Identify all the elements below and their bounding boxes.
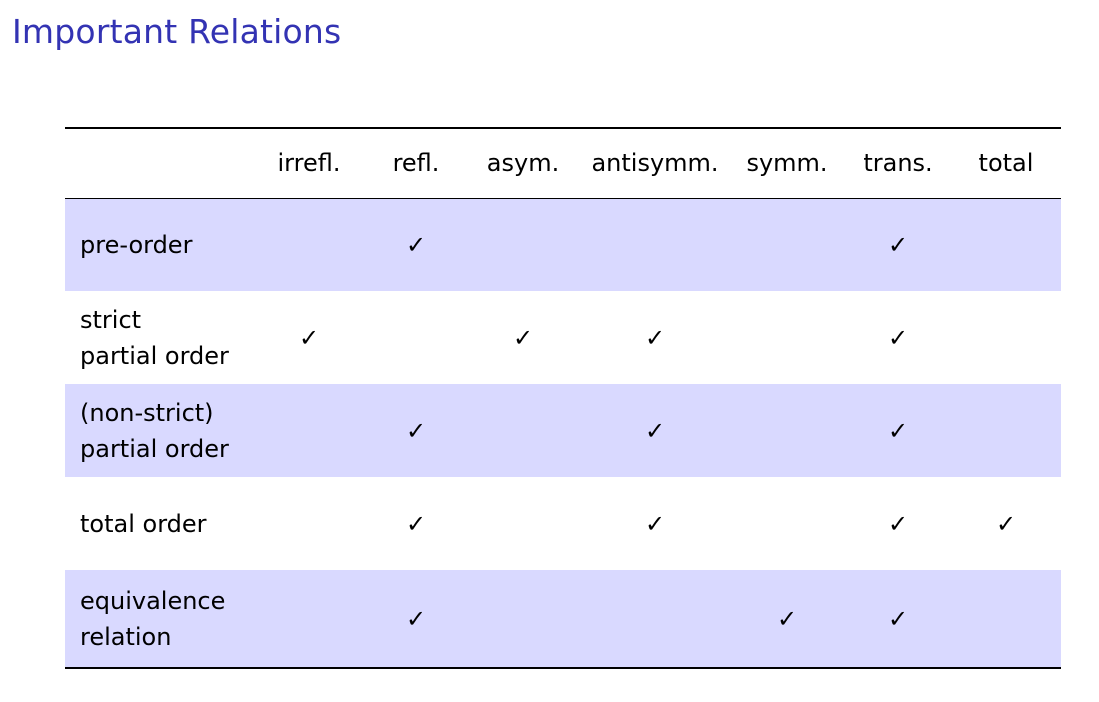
table-cell bbox=[251, 198, 367, 291]
checkmark-icon: ✓ bbox=[887, 509, 909, 538]
checkmark-icon: ✓ bbox=[887, 230, 909, 259]
table-cell bbox=[465, 291, 581, 384]
table-cell bbox=[367, 291, 465, 384]
table-cell bbox=[251, 570, 367, 668]
row-label bbox=[65, 198, 251, 291]
page-title: Important Relations bbox=[12, 12, 342, 51]
table-cell bbox=[729, 198, 845, 291]
table-cell bbox=[581, 384, 729, 477]
table-row bbox=[65, 384, 1061, 477]
checkmark-icon: ✓ bbox=[887, 604, 909, 633]
table-cell bbox=[951, 198, 1061, 291]
checkmark-icon: ✓ bbox=[644, 323, 666, 352]
checkmark-icon: ✓ bbox=[887, 323, 909, 352]
column-header-reflexive: refl. bbox=[392, 149, 440, 178]
row-label-line: relation bbox=[80, 622, 172, 651]
checkmark-icon: ✓ bbox=[887, 416, 909, 445]
table-row bbox=[65, 570, 1061, 668]
table-cell bbox=[465, 570, 581, 668]
table-cell bbox=[251, 477, 367, 570]
row-label bbox=[65, 477, 251, 570]
table-cell bbox=[367, 477, 465, 570]
checkmark-icon: ✓ bbox=[644, 509, 666, 538]
table-cell bbox=[581, 570, 729, 668]
column-header-symmetric: symm. bbox=[746, 149, 828, 178]
checkmark-icon: ✓ bbox=[776, 604, 798, 633]
table-cell bbox=[845, 198, 951, 291]
table-row bbox=[65, 198, 1061, 291]
table-cell bbox=[581, 198, 729, 291]
row-label-line: partial order bbox=[80, 434, 229, 463]
table-body bbox=[65, 198, 1061, 668]
row-label-line: (non-strict) bbox=[80, 398, 214, 427]
table-cell bbox=[951, 477, 1061, 570]
table-cell bbox=[465, 198, 581, 291]
column-header-antisymmetric: antisymm. bbox=[591, 149, 719, 178]
table-cell bbox=[845, 384, 951, 477]
column-header-total: total bbox=[978, 149, 1034, 178]
row-label bbox=[65, 384, 251, 477]
table-cell bbox=[729, 477, 845, 570]
relations-table bbox=[65, 127, 1061, 669]
checkmark-icon: ✓ bbox=[405, 230, 427, 259]
relations-table-container bbox=[65, 127, 1061, 669]
table-header-row bbox=[65, 128, 1061, 198]
checkmark-icon: ✓ bbox=[405, 604, 427, 633]
table-cell bbox=[729, 570, 845, 668]
checkmark-icon: ✓ bbox=[405, 416, 427, 445]
table-cell bbox=[951, 570, 1061, 668]
table-cell bbox=[729, 291, 845, 384]
row-label-line: equivalence bbox=[80, 586, 226, 615]
column-header-asymmetric: asym. bbox=[486, 149, 560, 178]
row-label-line: pre-order bbox=[80, 230, 193, 259]
table-cell bbox=[367, 384, 465, 477]
row-label bbox=[65, 291, 251, 384]
table-row bbox=[65, 291, 1061, 384]
column-header-transitive: trans. bbox=[863, 149, 933, 178]
table-cell bbox=[367, 198, 465, 291]
table-cell bbox=[845, 477, 951, 570]
row-label-line: partial order bbox=[80, 341, 229, 370]
checkmark-icon: ✓ bbox=[298, 323, 320, 352]
header-empty-cell bbox=[65, 128, 251, 198]
row-label-line: total order bbox=[80, 509, 207, 538]
checkmark-icon: ✓ bbox=[405, 509, 427, 538]
checkmark-icon: ✓ bbox=[644, 416, 666, 445]
table-cell bbox=[251, 291, 367, 384]
column-header-irreflexive: irrefl. bbox=[277, 149, 341, 178]
table-cell bbox=[845, 291, 951, 384]
checkmark-icon: ✓ bbox=[512, 323, 534, 352]
table-cell bbox=[367, 570, 465, 668]
row-label bbox=[65, 570, 251, 668]
checkmark-icon: ✓ bbox=[995, 509, 1017, 538]
table-cell bbox=[729, 384, 845, 477]
table-cell bbox=[845, 570, 951, 668]
table-cell bbox=[465, 384, 581, 477]
table-cell bbox=[581, 291, 729, 384]
table-row bbox=[65, 477, 1061, 570]
row-label-line: strict bbox=[80, 305, 142, 334]
table-cell bbox=[951, 384, 1061, 477]
table-cell bbox=[251, 384, 367, 477]
table-cell bbox=[465, 477, 581, 570]
table-cell bbox=[581, 477, 729, 570]
table-cell bbox=[951, 291, 1061, 384]
